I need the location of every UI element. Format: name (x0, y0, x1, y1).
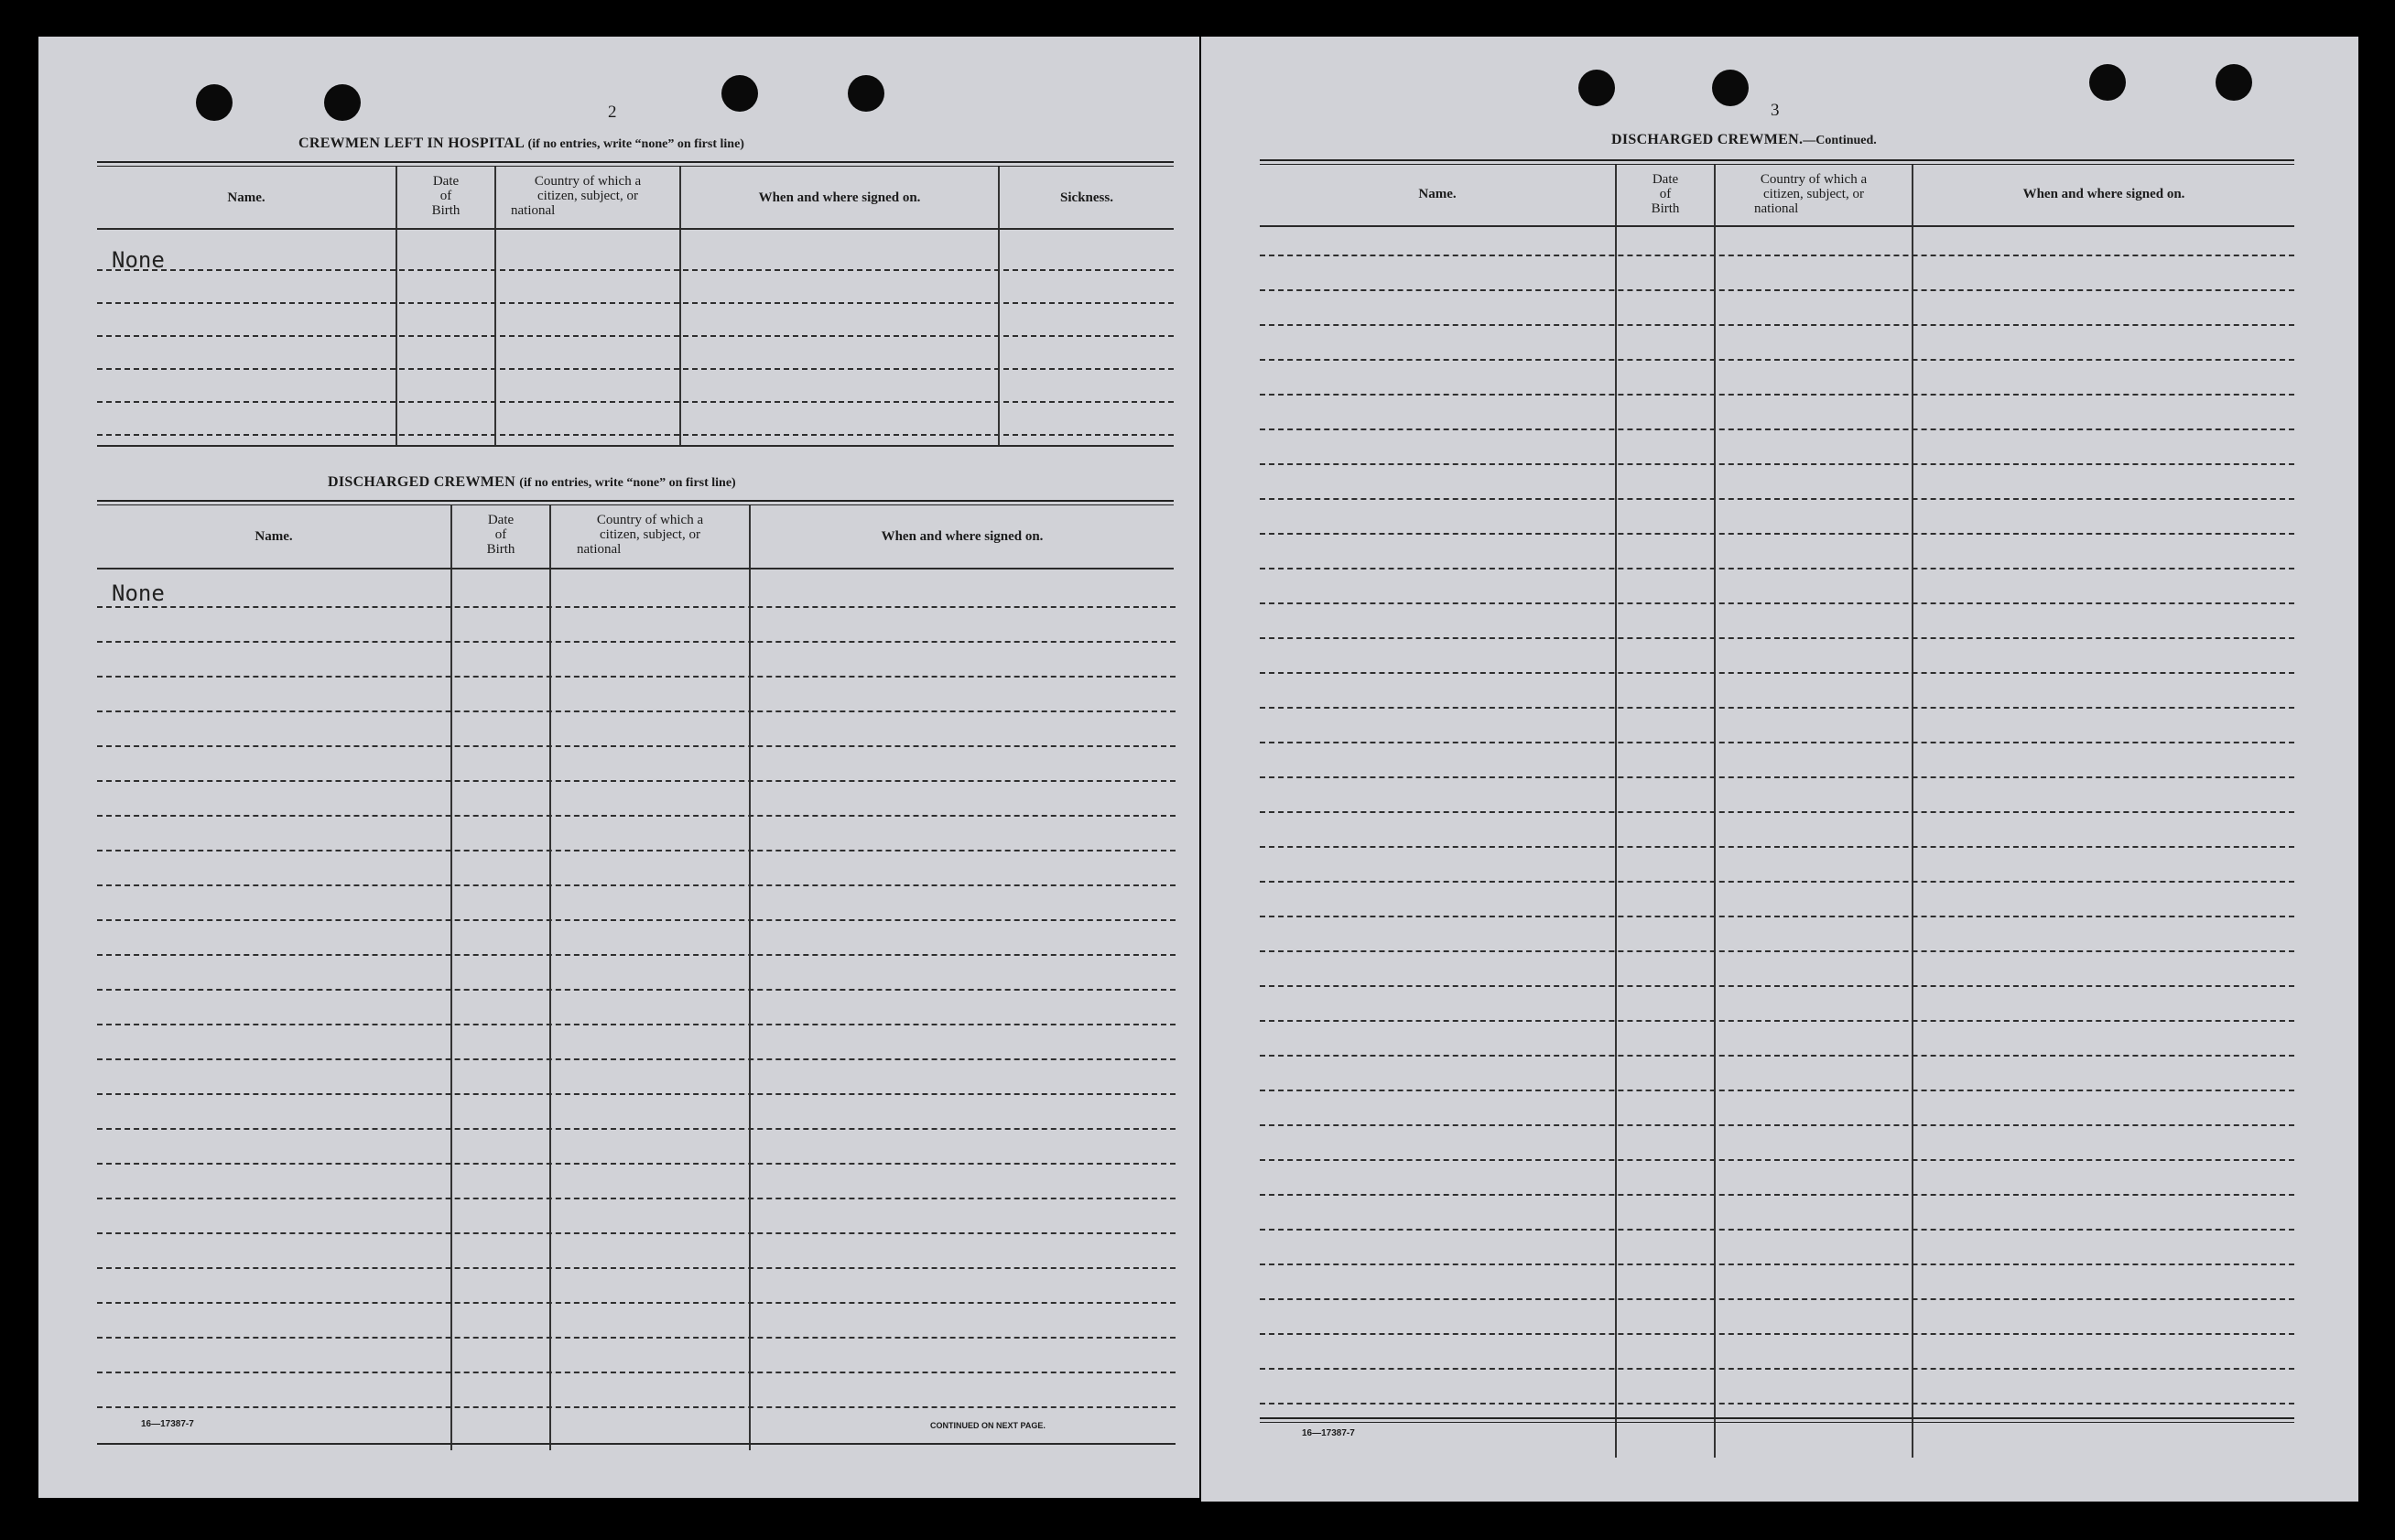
entry-line (97, 989, 1176, 991)
col-name-header: Name. (227, 190, 266, 205)
entry-line (97, 710, 1176, 712)
col-sickness-header: Sickness. (1060, 190, 1113, 205)
punch-hole (196, 84, 233, 121)
form-number: 16—17387-7 (141, 1419, 194, 1429)
section-bottom-rule (97, 445, 1174, 447)
continued-note: CONTINUED ON NEXT PAGE. (930, 1421, 1046, 1430)
entry-line (1260, 1368, 2294, 1370)
header-bottom-rule (97, 228, 1174, 230)
entry-line (1260, 1124, 2294, 1126)
discharged-instruction: (if no entries, write “none” on first line) (519, 476, 736, 490)
entry-line (97, 368, 1174, 370)
entry-line (1260, 1298, 2294, 1300)
entry-line (97, 401, 1174, 403)
punch-hole (2216, 64, 2252, 101)
entry-line (1260, 637, 2294, 639)
entry-line (1260, 811, 2294, 813)
entry-line (1260, 359, 2294, 361)
entry-line (97, 1163, 1176, 1165)
entry-line (1260, 289, 2294, 291)
entry-line (97, 1024, 1176, 1025)
hospital-section-title (298, 136, 744, 152)
dob-line: of (1659, 187, 1672, 201)
col-dob-header (452, 513, 549, 557)
column-divider (679, 167, 681, 445)
entry-line (97, 1058, 1176, 1060)
entry-line (1260, 498, 2294, 500)
handwritten-entry: None (112, 247, 165, 273)
col-signed-header: When and where signed on. (881, 529, 1044, 544)
col-country-header (1716, 172, 1912, 216)
discharged-continued-text: DISCHARGED CREWMEN. (1611, 132, 1804, 147)
entry-line (97, 815, 1176, 817)
entry-line (97, 335, 1174, 337)
entry-line (97, 1267, 1176, 1269)
entry-line (1260, 707, 2294, 709)
entry-line (97, 850, 1176, 851)
entry-line (1260, 950, 2294, 952)
country-line: citizen, subject, or (600, 527, 700, 542)
column-divider (450, 505, 452, 1450)
column-divider (998, 167, 1000, 445)
punch-hole (848, 75, 884, 112)
dob-line: of (494, 527, 507, 542)
col-country-header (496, 174, 679, 218)
entry-line (97, 1128, 1176, 1130)
dob-line: Birth (431, 203, 461, 218)
col-signed-header: When and where signed on. (758, 190, 921, 205)
country-line: national (577, 542, 622, 557)
entry-line (1260, 428, 2294, 430)
section-bottom-rule (1260, 1417, 2294, 1423)
page-number: 3 (1771, 101, 1780, 120)
dob-line: Date (432, 174, 460, 189)
punch-hole (1712, 70, 1749, 106)
country-line: citizen, subject, or (537, 189, 638, 203)
entry-line (1260, 985, 2294, 987)
entry-line (1260, 1229, 2294, 1231)
entry-line (97, 269, 1174, 271)
header-rule (97, 161, 1174, 167)
entry-line (1260, 881, 2294, 883)
punch-hole (2089, 64, 2126, 101)
entry-line (1260, 742, 2294, 743)
punch-hole (324, 84, 361, 121)
entry-line (97, 919, 1176, 921)
hospital-title-text: CREWMEN LEFT IN HOSPITAL (298, 136, 525, 151)
entry-line (97, 1302, 1176, 1304)
entry-line (1260, 1263, 2294, 1265)
entry-line (1260, 846, 2294, 848)
entry-line (1260, 1333, 2294, 1335)
right-page (1201, 37, 2358, 1502)
col-dob-header (1617, 172, 1714, 216)
country-line: Country of which a (1760, 172, 1868, 187)
header-rule (97, 500, 1174, 505)
discharged-continued-title (1611, 132, 1877, 148)
dob-line: of (439, 189, 452, 203)
form-number: 16—17387-7 (1302, 1428, 1355, 1438)
dob-line: Date (1652, 172, 1679, 187)
col-dob-header (397, 174, 494, 218)
entry-line (97, 641, 1176, 643)
entry-line (1260, 1020, 2294, 1022)
entry-line (97, 1232, 1176, 1234)
entry-line (97, 302, 1174, 304)
header-bottom-rule (1260, 225, 2294, 227)
country-line: national (511, 203, 556, 218)
entry-line (97, 1372, 1176, 1373)
header-bottom-rule (97, 568, 1174, 569)
entry-line (1260, 463, 2294, 465)
country-line: citizen, subject, or (1763, 187, 1864, 201)
country-line: Country of which a (534, 174, 642, 189)
entry-line (1260, 1403, 2294, 1404)
entry-line (1260, 1090, 2294, 1091)
column-divider (549, 505, 551, 1450)
entry-line (97, 434, 1174, 436)
entry-line (1260, 255, 2294, 256)
discharged-section-title (328, 474, 736, 491)
discharged-title-text: DISCHARGED CREWMEN (328, 474, 515, 490)
column-divider (749, 505, 751, 1450)
page-number: 2 (608, 103, 617, 122)
continued-suffix: —Continued. (1803, 134, 1877, 147)
entry-line (97, 745, 1176, 747)
header-rule (1260, 159, 2294, 165)
entry-line (97, 884, 1176, 886)
col-country-header (551, 513, 749, 557)
col-signed-header: When and where signed on. (2022, 187, 2185, 201)
dob-line: Birth (486, 542, 515, 557)
entry-line (97, 1198, 1176, 1199)
entry-line (1260, 568, 2294, 569)
punch-hole (1578, 70, 1615, 106)
entry-line (97, 780, 1176, 782)
country-line: Country of which a (596, 513, 704, 527)
entry-line (1260, 916, 2294, 917)
dob-line: Birth (1651, 201, 1680, 216)
entry-line (1260, 672, 2294, 674)
entry-line (1260, 324, 2294, 326)
col-name-header: Name. (1418, 187, 1457, 201)
dob-line: Date (487, 513, 515, 527)
punch-hole (721, 75, 758, 112)
entry-line (1260, 776, 2294, 778)
entry-line (1260, 1159, 2294, 1161)
entry-line (97, 1406, 1176, 1408)
left-page (38, 37, 1199, 1498)
entry-line (1260, 1194, 2294, 1196)
entry-line (1260, 533, 2294, 535)
section-bottom-rule (97, 1443, 1176, 1445)
hospital-instruction: (if no entries, write “none” on first line) (527, 137, 744, 151)
entry-line (1260, 394, 2294, 396)
entry-line (97, 954, 1176, 956)
country-line: national (1754, 201, 1799, 216)
col-name-header: Name. (255, 529, 293, 544)
entry-line (97, 1093, 1176, 1095)
entry-line (1260, 1055, 2294, 1057)
entry-line (97, 606, 1176, 608)
handwritten-entry: None (112, 580, 165, 606)
entry-line (97, 1337, 1176, 1339)
entry-line (97, 676, 1176, 678)
entry-line (1260, 602, 2294, 604)
